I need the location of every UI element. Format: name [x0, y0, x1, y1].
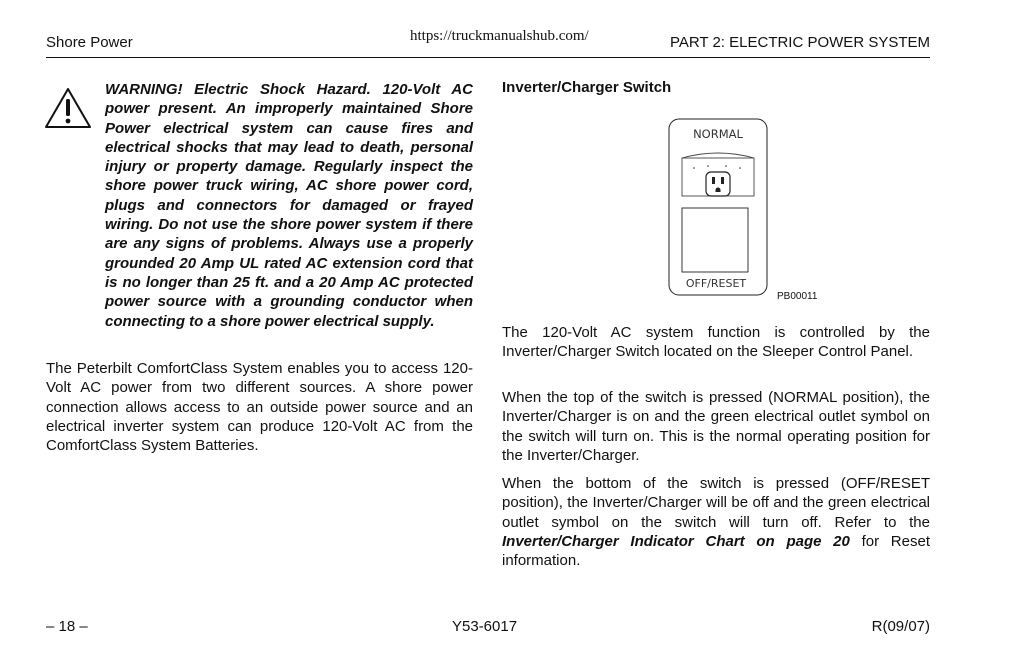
- inverter-charger-switch-figure: [668, 118, 768, 298]
- switch-normal-label: NORMAL: [693, 127, 743, 141]
- off-reset-text: When the bottom of the switch is pressed (OFF/RESET position), the Inverter/Charger will be off and the green electrical outlet symbol on the switch will turn off. Refer to the: [502, 475, 930, 531]
- intro-paragraph: The Peterbilt ComfortClass System enables you to access 120-Volt AC power from two different sources. A shore power connection allows access to an outside power source and an electrical inverter system can produce 120-Volt AC from the ComfortClass System Batteries.: [46, 360, 473, 455]
- normal-position-paragraph: When the top of the switch is pressed (NORMAL position), the Inverter/Charger is on and the green electrical outlet symbol on the switch will turn on. This is the normal operating position for the Inverter/Charger.: [502, 389, 930, 464]
- figure-id: PB00011: [777, 291, 818, 302]
- off-reset-paragraph: [502, 474, 930, 570]
- section-heading: Inverter/Charger Switch: [502, 79, 672, 96]
- page-number: – 18 –: [46, 618, 88, 635]
- header-part-title: PART 2: ELECTRIC POWER SYSTEM: [669, 34, 930, 51]
- header-rule: [46, 57, 930, 58]
- warning-text: WARNING! Electric Shock Hazard. 120-Volt AC power present. An improperly maintained Shore Power electrical system can cause fires and electrical shocks that may lead to death, personal injury or property damage. Regularly inspect the shore power truck wiring, AC shore power cord, plugs and connectors for damaged or frayed wiring. Do not use the shore power system if there are any signs of problems. Always use a properly grounded 20 Amp UL rated AC extension cord that is no longer than 25 ft. and a 20 Amp AC protected power source with a grounding conductor when connecting to a shore power electrical supply.: [105, 81, 473, 330]
- warning-triangle-icon: [44, 86, 92, 130]
- switch-description-paragraph: The 120-Volt AC system function is controlled by the Inverter/Charger Switch located on the Sleeper Control Panel.: [502, 324, 930, 361]
- indicator-chart-reference: Inverter/Charger Indicator Chart on page 20: [502, 532, 850, 550]
- reset-info-text: for Reset information.: [502, 532, 930, 570]
- header-section-title: Shore Power: [46, 34, 133, 51]
- header-url: https://truckmanualshub.com/: [410, 28, 589, 44]
- revision-date: R(09/07): [871, 618, 930, 635]
- document-number: Y53-6017: [452, 618, 518, 635]
- switch-off-reset-label: OFF/RESET: [685, 277, 747, 290]
